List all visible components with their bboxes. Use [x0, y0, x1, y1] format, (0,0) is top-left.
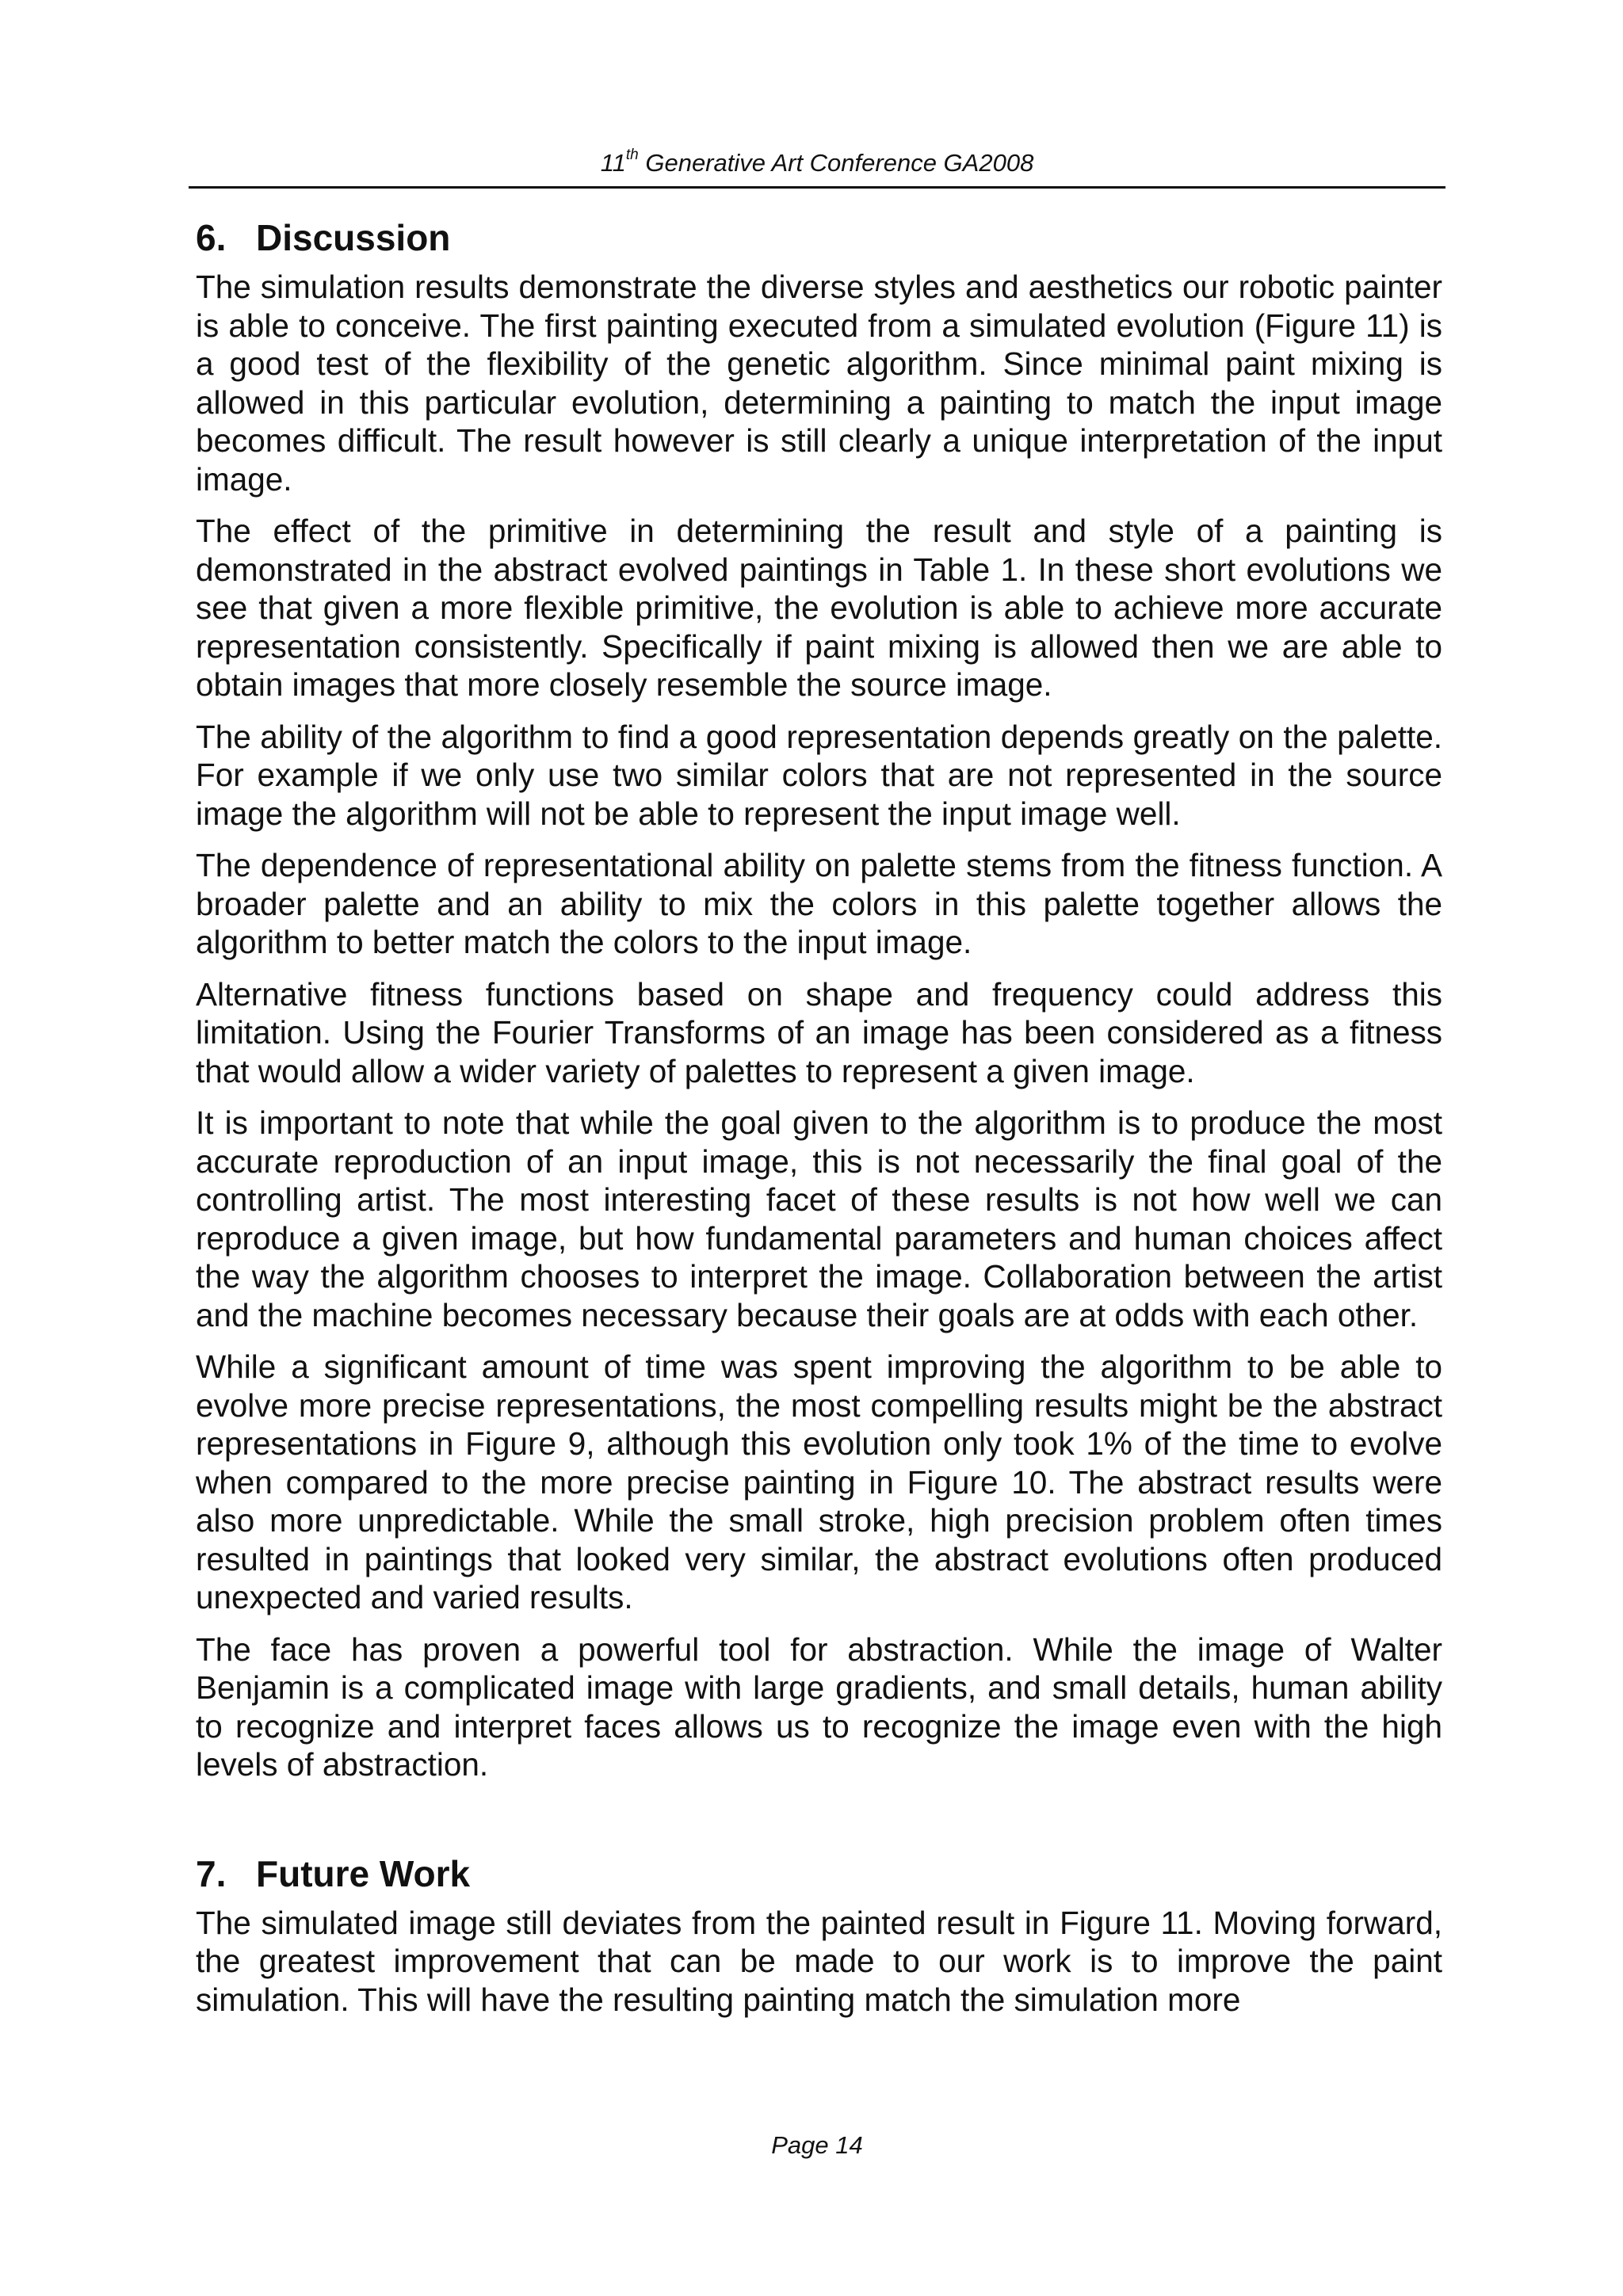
header-ordinal-suffix: th — [625, 146, 639, 163]
section-spacer — [196, 1798, 1442, 1844]
paragraph: The face has proven a powerful tool for abstraction. While the image of Walter Benjamin is a complicated image with large gradients, and small details, human ability to recognize and interpret faces allows us to recognize the image even with the high levels of abstraction. — [196, 1630, 1442, 1783]
paragraph: The ability of the algorithm to find a good representation depends greatly on the palette. For example if we only use two similar colors that are not represented in the source image the algorithm will not be able to represent the input image well. — [196, 718, 1442, 832]
section-number: 7. — [196, 1852, 227, 1894]
paragraph: It is important to note that while the goal given to the algorithm is to produce the most accurate reproduction of an input image, this is not necessarily the final goal of the controlling artist. The most interesting facet of these results is not how well we can reproduce a given image, but how fundamental parameters and human choices affect the way the algorithm chooses to interpret the image. Collaboration between the artist and the machine becomes necessary because their goals are at odds with each other. — [196, 1104, 1442, 1333]
page-number: Page 14 — [771, 2131, 863, 2159]
header-ordinal-number: 11 — [600, 149, 626, 177]
paragraph: Alternative fitness functions based on shape and frequency could address this limitation. Using the Fourier Transforms of an image has been considered as a fitness that would allow a wider variety of palettes to represent a given image. — [196, 975, 1442, 1089]
section-title: Discussion — [256, 217, 451, 258]
paragraph: The effect of the primitive in determining the result and style of a painting is demonstrated in the abstract evolved paintings in Table 1. In these short evolutions we see that given a more flexible primitive, the evolution is able to achieve more accurate representation consistently. Specifically if paint mixing is allowed then we are able to obtain images that more closely resemble the source image. — [196, 513, 1442, 703]
paragraph: The dependence of representational ability on palette stems from the fitness function. A broader palette and an ability to mix the colors in this palette together allows the algorithm to better match the colors to the input image. — [196, 847, 1442, 960]
section-heading — [196, 1844, 1442, 1904]
paragraph: While a significant amount of time was spent improving the algorithm to be able to evolve more precise representations, the most compelling results might be the abstract representations in Figure 9, although this evolution only took 1% of the time to evolve when compared to the more precise painting in Figure 10. The abstract results were also more unpredictable. While the small stroke, high precision problem often times resulted in paintings that looked very similar, the abstract evolutions often produced unexpected and varied results. — [196, 1348, 1442, 1615]
section-discussion — [196, 208, 1442, 1784]
paragraph: The simulation results demonstrate the diverse styles and aesthetics our robotic painter is able to conceive. The first painting executed from a simulated evolution (Figure 11) is a good test of the flexibility of the genetic algorithm. Since minimal paint mixing is allowed in this particular evolution, determining a painting to match the input image becomes difficult. The result however is still clearly a unique interpretation of the input image. — [196, 269, 1442, 498]
section-title: Future Work — [256, 1852, 471, 1894]
section-future-work — [196, 1844, 1442, 2019]
paragraph: The simulated image still deviates from the painted result in Figure 11. Moving forward, the greatest improvement that can be made to our work is to improve the paint simulation. This will have the resulting painting match the simulation more — [196, 1904, 1442, 2018]
running-header — [189, 147, 1445, 179]
section-heading — [196, 208, 1442, 268]
header-rule — [189, 186, 1445, 189]
section-number: 6. — [196, 217, 227, 258]
page-body — [196, 208, 1442, 2032]
header-conference-title: Generative Art Conference GA2008 — [638, 149, 1034, 177]
